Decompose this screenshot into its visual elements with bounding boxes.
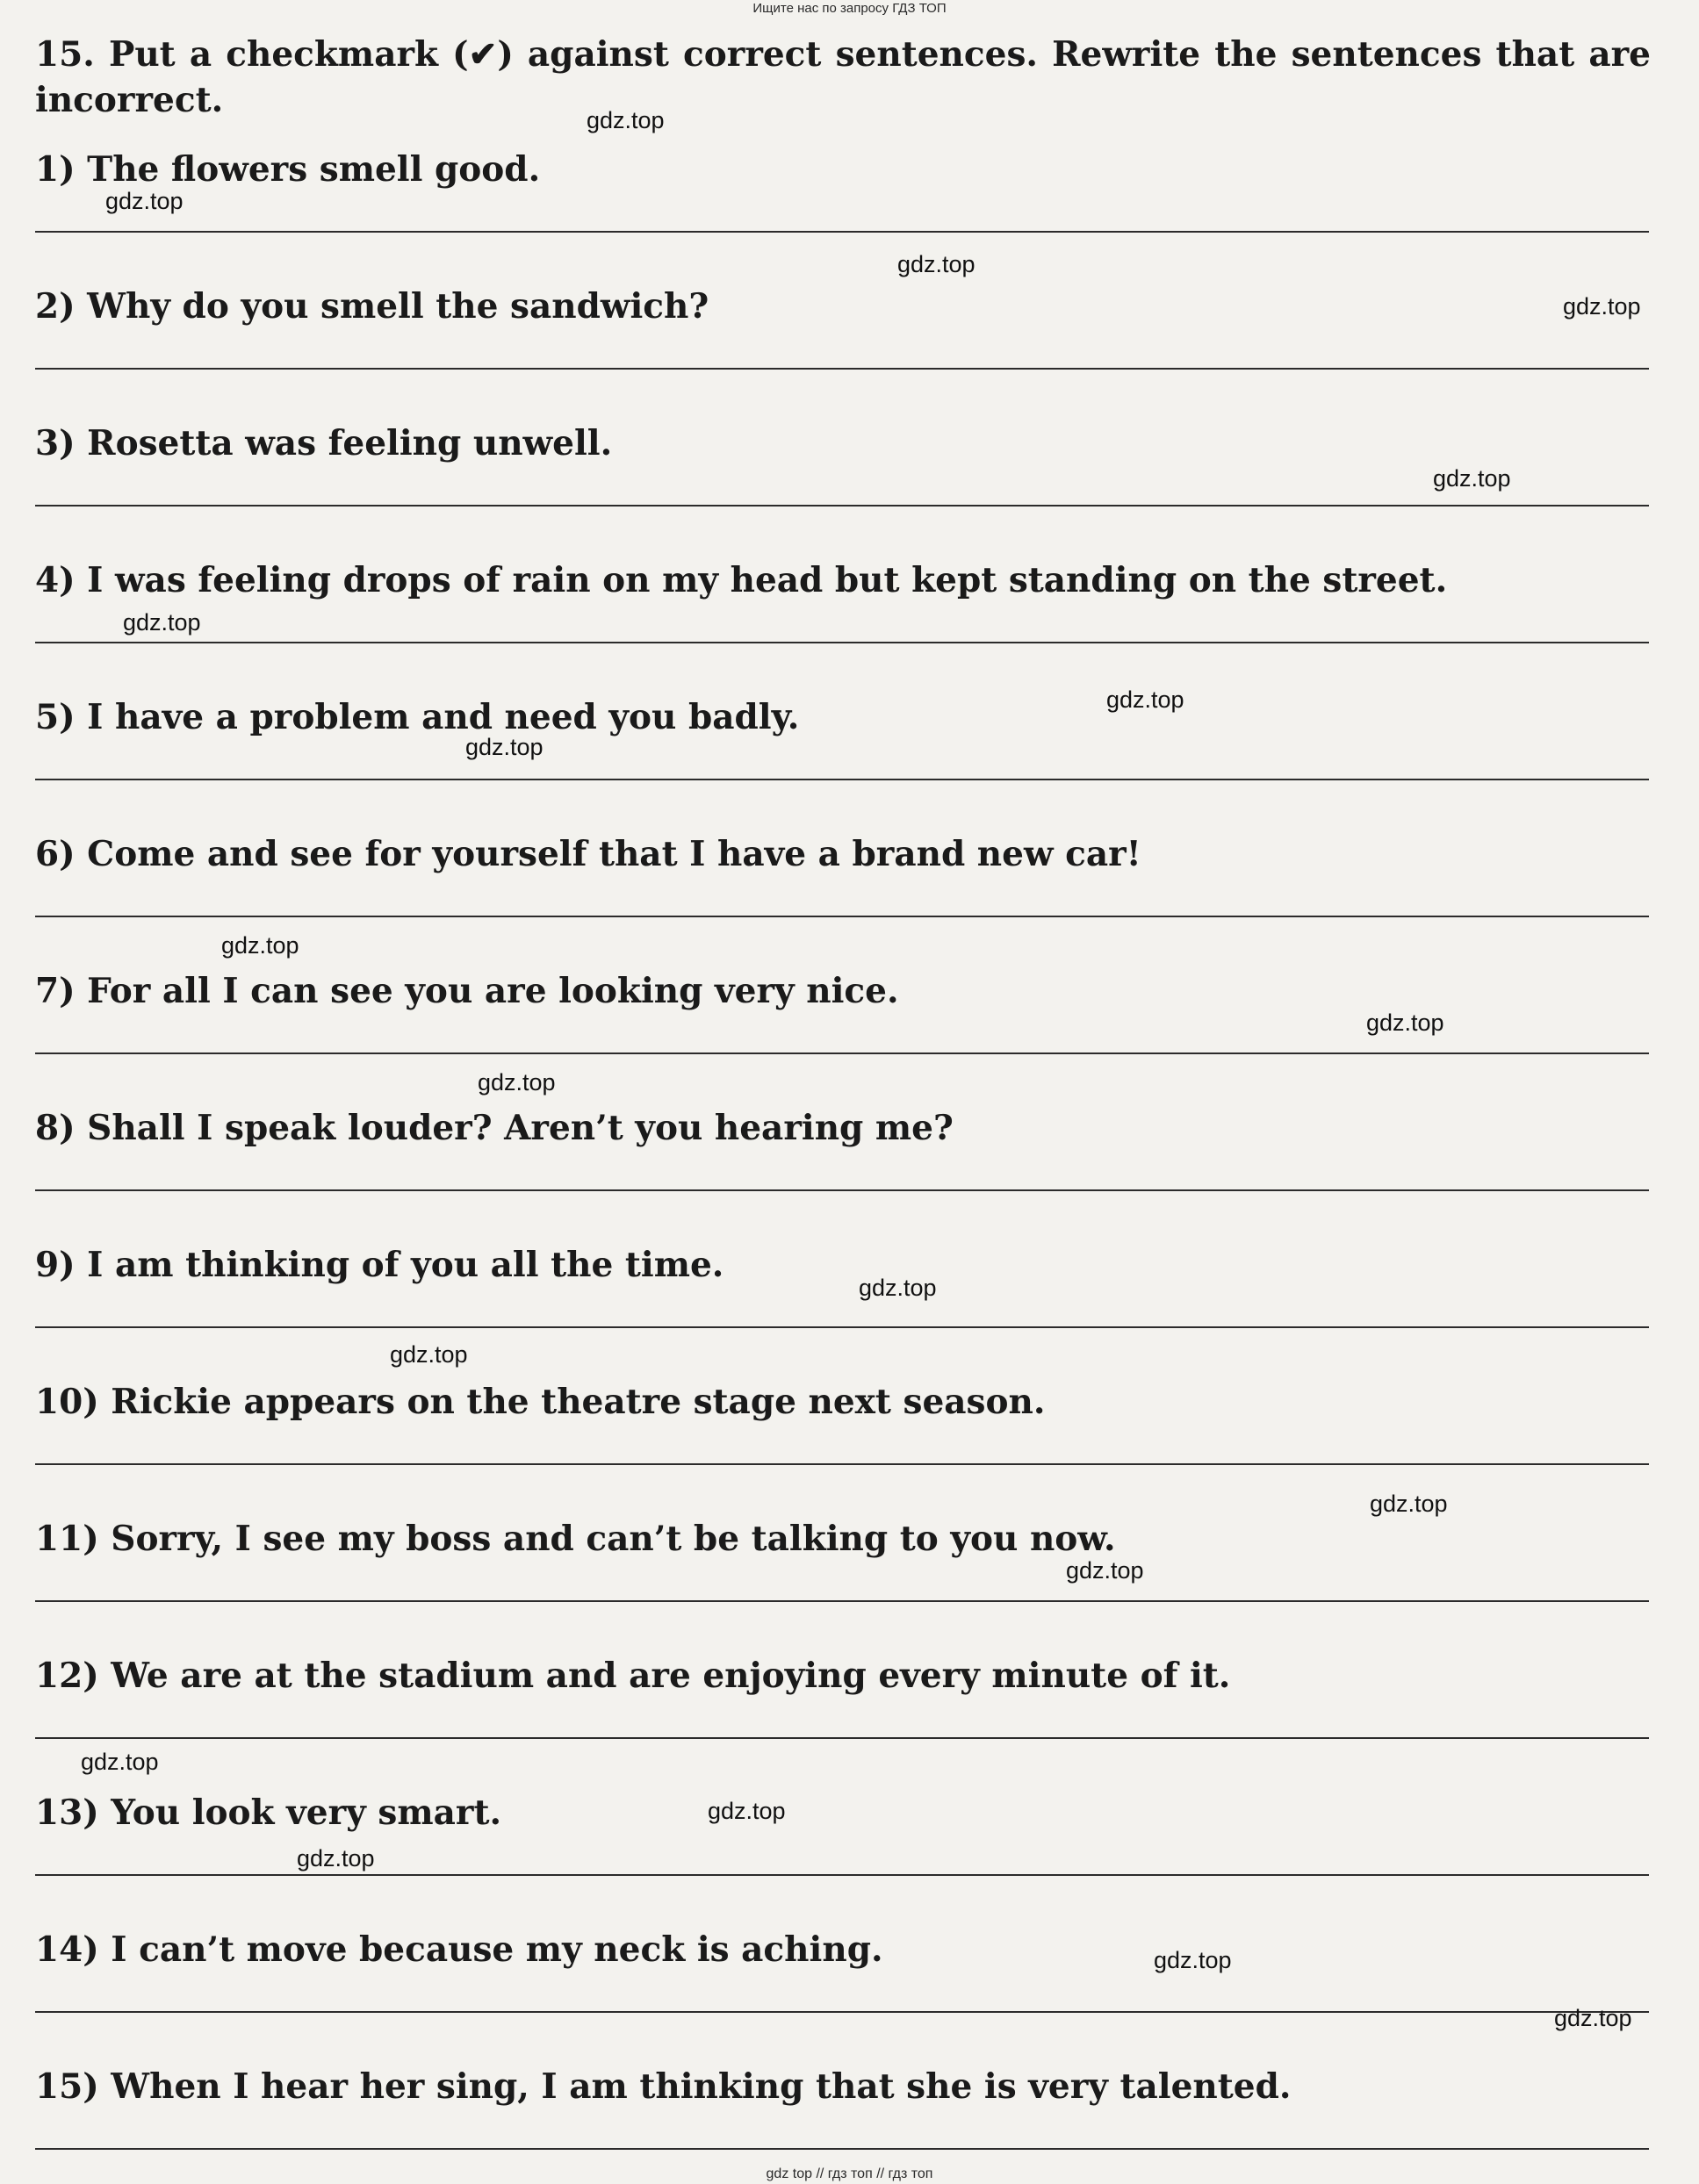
sentence-10: 10) Rickie appears on the theatre stage next season. xyxy=(35,1382,1046,1422)
sentence-5: 5) I have a problem and need you badly. xyxy=(35,697,800,737)
watermark: gdz.top xyxy=(1563,293,1641,320)
watermark: gdz.top xyxy=(297,1845,375,1871)
sentence-6: 6) Come and see for yourself that I have a brand new car! xyxy=(35,834,1141,874)
answer-line-11 xyxy=(35,1600,1649,1602)
answer-line-13 xyxy=(35,1874,1649,1876)
task-title: 15. Put a checkmark (✔) against correct sentences. Rewrite the sentences that are incorrect. xyxy=(35,34,1651,120)
answer-line-7 xyxy=(35,1052,1649,1054)
watermark: gdz.top xyxy=(859,1275,937,1301)
watermark: gdz.top xyxy=(1106,686,1184,713)
watermark: gdz.top xyxy=(390,1341,468,1368)
footer-note: gdz top // гдз топ // гдз топ xyxy=(766,2166,933,2181)
watermark: gdz.top xyxy=(1154,1947,1232,1973)
answer-line-15 xyxy=(35,2148,1649,2150)
sentence-15: 15) When I hear her sing, I am thinking that she is very talented. xyxy=(35,2066,1292,2107)
watermark: gdz.top xyxy=(587,107,665,133)
answer-line-2 xyxy=(35,368,1649,370)
watermark: gdz.top xyxy=(1366,1009,1444,1036)
answer-line-10 xyxy=(35,1463,1649,1465)
answer-line-6 xyxy=(35,916,1649,917)
watermark: gdz.top xyxy=(123,609,201,636)
sentence-8: 8) Shall I speak louder? Aren’t you hearing me? xyxy=(35,1108,954,1148)
watermark: gdz.top xyxy=(1433,465,1511,492)
watermark: gdz.top xyxy=(897,251,975,277)
sentence-3: 3) Rosetta was feeling unwell. xyxy=(35,423,613,463)
sentence-1: 1) The flowers smell good. xyxy=(35,149,541,190)
sentence-12: 12) We are at the stadium and are enjoying every minute of it. xyxy=(35,1656,1231,1696)
watermark: gdz.top xyxy=(221,932,299,959)
sentence-14: 14) I can’t move because my neck is aching. xyxy=(35,1929,883,1970)
watermark: gdz.top xyxy=(1554,2005,1632,2031)
sentence-9: 9) I am thinking of you all the time. xyxy=(35,1245,724,1285)
sentence-4: 4) I was feeling drops of rain on my head but kept standing on the street. xyxy=(35,560,1448,600)
header-note: Ищите нас по запросу ГДЗ ТОП xyxy=(752,1,947,16)
answer-line-8 xyxy=(35,1189,1649,1191)
watermark: gdz.top xyxy=(81,1749,159,1775)
watermark: gdz.top xyxy=(1066,1557,1144,1584)
answer-line-14 xyxy=(35,2011,1649,2013)
answer-line-12 xyxy=(35,1737,1649,1739)
answer-line-9 xyxy=(35,1326,1649,1328)
watermark: gdz.top xyxy=(1370,1491,1448,1517)
sentence-2: 2) Why do you smell the sandwich? xyxy=(35,286,709,327)
sentence-13: 13) You look very smart. xyxy=(35,1792,502,1833)
sentence-11: 11) Sorry, I see my boss and can’t be talking to you now. xyxy=(35,1519,1116,1559)
watermark: gdz.top xyxy=(465,734,544,760)
answer-line-5 xyxy=(35,779,1649,780)
watermark: gdz.top xyxy=(105,188,184,214)
answer-line-1 xyxy=(35,231,1649,233)
answer-line-4 xyxy=(35,642,1649,643)
watermark: gdz.top xyxy=(478,1069,556,1096)
watermark: gdz.top xyxy=(708,1798,786,1824)
sentence-7: 7) For all I can see you are looking very nice. xyxy=(35,971,899,1011)
answer-line-3 xyxy=(35,505,1649,506)
